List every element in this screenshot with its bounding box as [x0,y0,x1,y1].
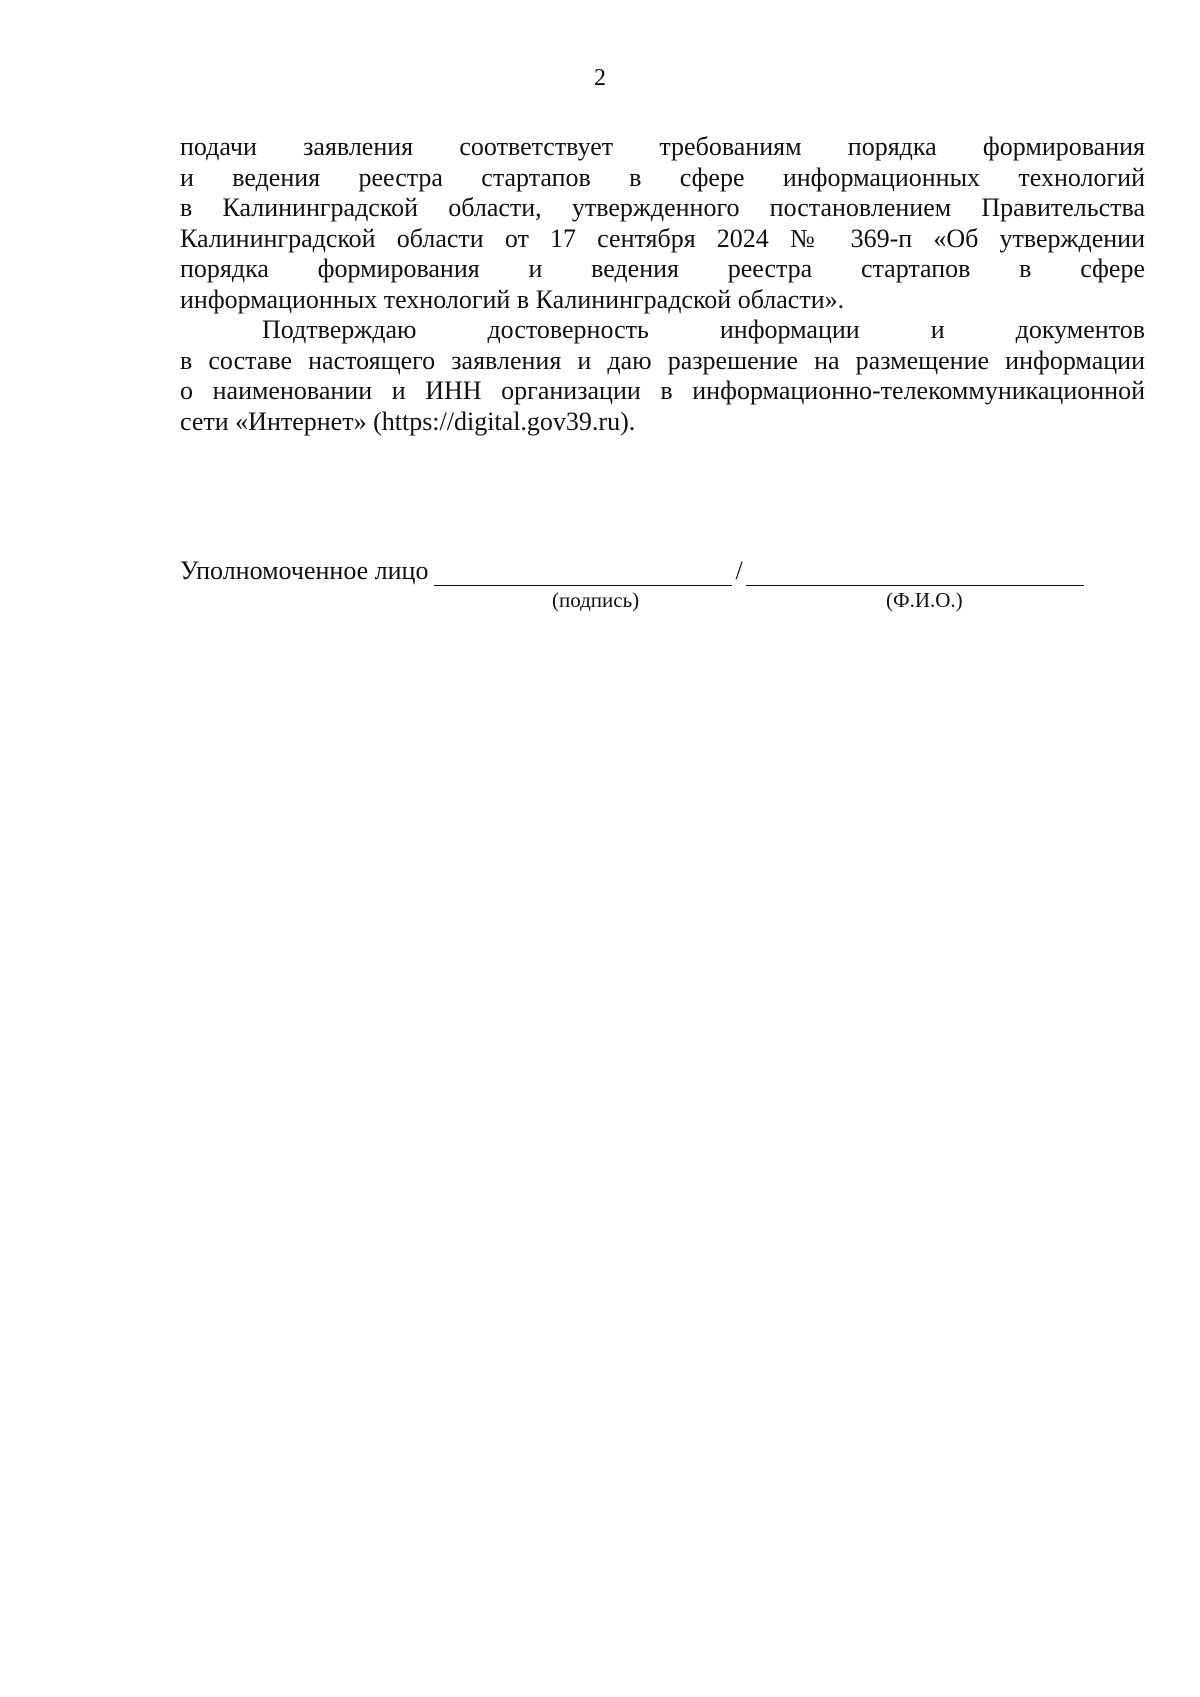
text-line: подачи заявления соответствует требованиям порядка формирования [180,132,1145,161]
signature-field-line[interactable] [434,559,732,586]
text-line: Подтверждаю достоверность информации и документов [262,315,1145,344]
signature-captions [180,588,1100,614]
signature-separator: / [735,556,743,585]
document-body [180,132,1145,437]
text-line: порядка формирования и ведения реестра стартапов в сфере [180,254,1145,283]
page-number: 2 [594,65,606,91]
text-line: информационных технологий в Калининградской области». [180,284,845,314]
text-line: Калининградской области от 17 сентября 2024 № 369-п «Об утверждении [180,223,1145,253]
signature-block [180,556,1100,614]
fio-field-line[interactable] [746,559,1084,586]
fio-caption: (Ф.И.О.) [886,588,963,612]
text-line: и ведения реестра стартапов в сфере информационных технологий [180,162,1145,192]
text-line: в составе настоящего заявления и даю разрешение на размещение информации [180,345,1145,375]
text-line: в Калининградской области, утвержденного постановлением Правительства [180,193,1145,222]
paragraph-confirmation [180,315,1145,437]
signature-row [180,556,1100,586]
text-line: о наименовании и ИНН организации в информационно-телекоммуникационной [180,376,1145,405]
text-line: сети «Интернет» (https://digital.gov39.ru). [180,406,636,436]
signature-caption: (подпись) [552,588,640,612]
authorized-person-label: Уполномоченное лицо [180,556,429,585]
paragraph-requirements [180,132,1145,315]
